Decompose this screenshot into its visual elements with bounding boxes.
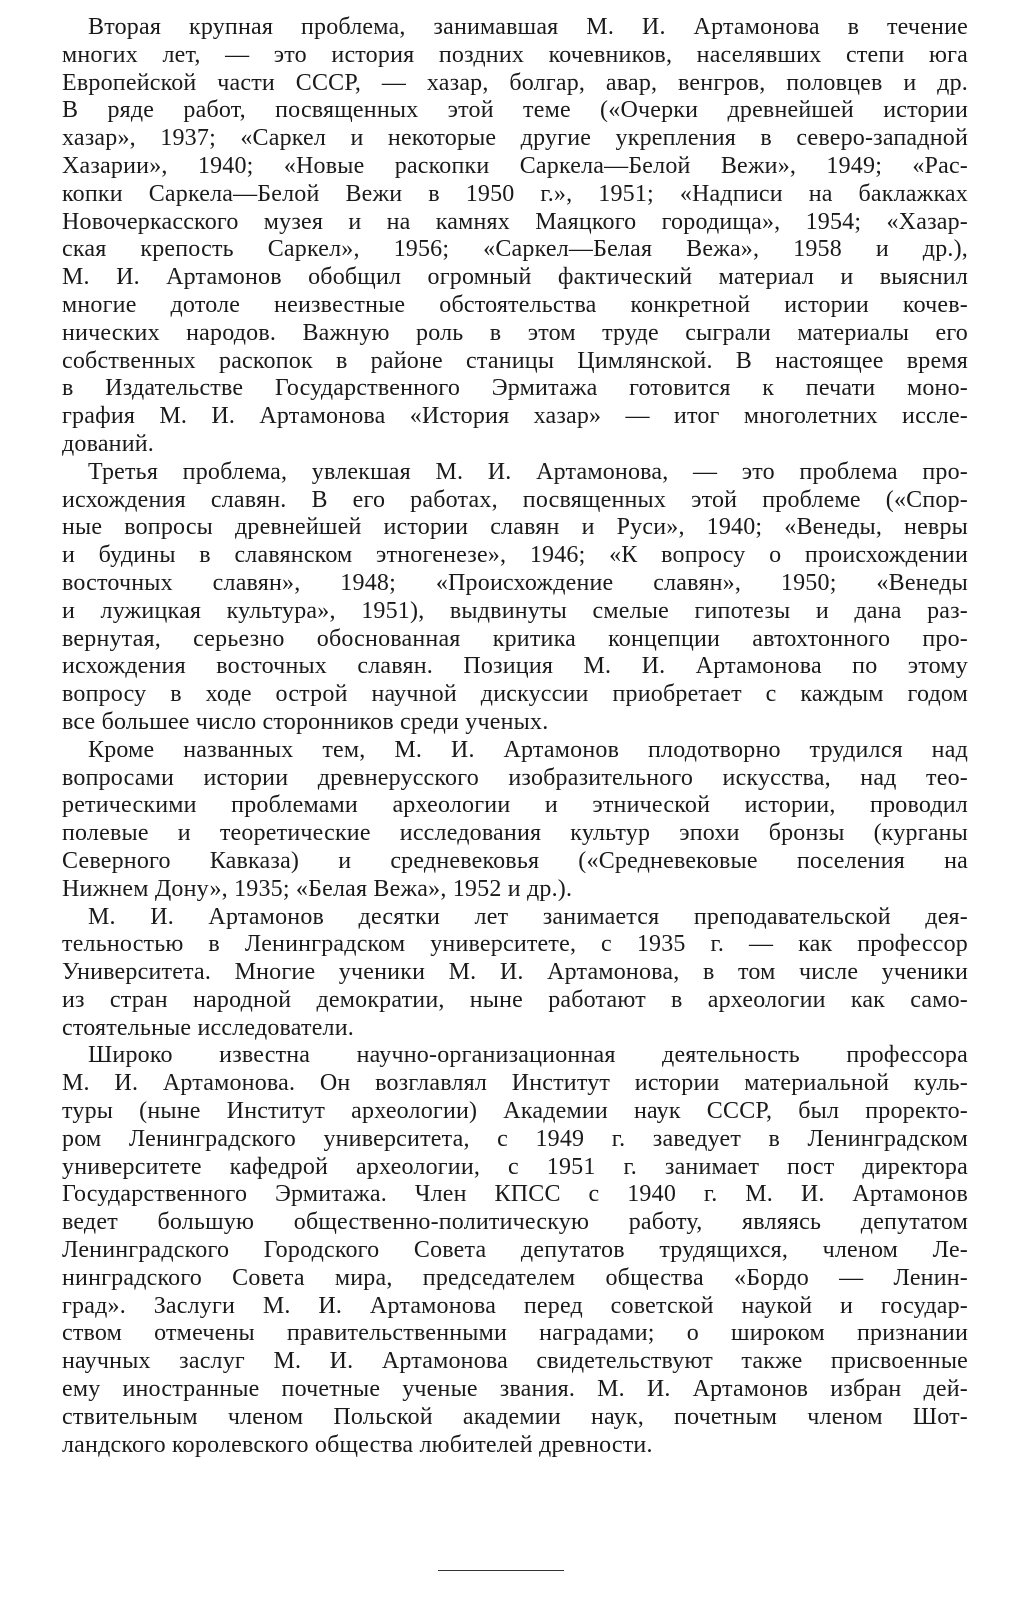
text-line: Европейской части СССР, — хазар, болгар, авар, венгров, половцев и др. — [62, 69, 968, 96]
paragraph — [62, 459, 968, 737]
text-line: многие дотоле неизвестные обстоятельства конкретной истории кочев- — [62, 291, 968, 318]
text-line: ствительным членом Польской академии наук, почетным членом Шот- — [62, 1403, 968, 1430]
text-line: университете кафедрой археологии, с 1951 г. занимает пост директора — [62, 1153, 968, 1180]
text-line: Новочеркасского музея и на камнях Маяцкого городища», 1954; «Хазар- — [62, 208, 968, 235]
document-page — [62, 14, 968, 1459]
paragraph — [62, 904, 968, 1043]
text-line: ретическими проблемами археологии и этнической истории, проводил — [62, 792, 968, 819]
text-line: Нижнем Дону», 1935; «Белая Вежа», 1952 и др.). — [62, 875, 573, 902]
text-line: в Издательстве Государственного Эрмитажа готовится к печати моно- — [62, 375, 968, 402]
text-line: дований. — [62, 430, 155, 457]
text-line: вопросами истории древнерусского изобразительного искусства, над тео- — [62, 764, 968, 791]
paragraph — [62, 14, 968, 459]
text-line: вопросу в ходе острой научной дискуссии приобретает с каждым годом — [62, 681, 968, 708]
text-line: Третья проблема, увлекшая М. И. Артамонова, — это проблема про- — [88, 458, 968, 485]
text-line: графия М. И. Артамонова «История хазар» — итог многолетних иссле- — [62, 403, 968, 430]
text-line: В ряде работ, посвященных этой теме («Очерки древнейшей истории — [62, 97, 968, 124]
paragraph — [62, 737, 968, 904]
text-line: хазар», 1937; «Саркел и некоторые другие укрепления в северо-западной — [62, 125, 968, 152]
text-line: тельностью в Ленинградском университете, с 1935 г. — как профессор — [62, 931, 968, 958]
text-line: исхождения восточных славян. Позиция М. И. Артамонова по этому — [62, 653, 968, 680]
text-line: Кроме названных тем, М. И. Артамонов плодотворно трудился над — [88, 736, 968, 763]
text-line: нинградского Совета мира, председателем общества «Бордо — Ленин- — [62, 1264, 968, 1291]
text-line: град». Заслуги М. И. Артамонова перед советской наукой и государ- — [62, 1292, 968, 1319]
text-line: и будины в славянском этногенезе», 1946; «К вопросу о происхождении — [62, 542, 968, 569]
text-line: научных заслуг М. И. Артамонова свидетельствуют также присвоенные — [62, 1348, 968, 1375]
text-line: нических народов. Важную роль в этом труде сыграли материалы его — [62, 319, 968, 346]
text-line: М. И. Артамонов обобщил огромный фактический материал и выяснил — [62, 264, 968, 291]
text-line: ская крепость Саркел», 1956; «Саркел—Белая Вежа», 1958 и др.), — [62, 236, 968, 263]
text-line: собственных раскопок в районе станицы Цимлянской. В настоящее время — [62, 347, 968, 374]
text-line: все большее число сторонников среди ученых. — [62, 708, 549, 735]
text-line: и лужицкая культура», 1951), выдвинуты смелые гипотезы и дана раз- — [62, 597, 968, 624]
text-line: полевые и теоретические исследования культур эпохи бронзы (курганы — [62, 820, 968, 847]
text-line: ные вопросы древнейшей истории славян и Руси», 1940; «Венеды, невры — [62, 514, 968, 541]
text-line: туры (ныне Институт археологии) Академии наук СССР, был проректо- — [62, 1098, 968, 1125]
text-line: восточных славян», 1948; «Происхождение славян», 1950; «Венеды — [62, 569, 968, 596]
text-line: копки Саркела—Белой Вежи в 1950 г.», 1951; «Надписи на баклажках — [62, 180, 968, 207]
text-line: вернутая, серьезно обоснованная критика концепции автохтонного про- — [62, 625, 968, 652]
text-line: Государственного Эрмитажа. Член КПСС с 1940 г. М. И. Артамонов — [62, 1181, 968, 1208]
text-line: Университета. Многие ученики М. И. Артамонова, в том числе ученики — [62, 959, 968, 986]
text-line: ром Ленинградского университета, с 1949 г. заведует в Ленинградском — [62, 1125, 968, 1152]
text-line: ему иностранные почетные ученые звания. М. И. Артамонов избран дей- — [62, 1376, 968, 1403]
text-line: Вторая крупная проблема, занимавшая М. И. Артамонова в течение — [88, 14, 968, 40]
text-line: М. И. Артамонов десятки лет занимается преподавательской дея- — [88, 903, 968, 930]
text-line: Ленинградского Городского Совета депутатов трудящихся, членом Ле- — [62, 1237, 968, 1264]
text-line: многих лет, — это история поздних кочевников, населявших степи юга — [62, 41, 968, 68]
paragraph — [62, 1042, 968, 1459]
text-line: из стран народной демократии, ныне работают в археологии как само- — [62, 986, 968, 1013]
text-line: ством отмечены правительственными наградами; о широком признании — [62, 1320, 968, 1347]
text-line: М. И. Артамонова. Он возглавлял Институт истории материальной куль- — [62, 1070, 968, 1097]
text-line: Северного Кавказа) и средневековья («Средневековые поселения на — [62, 847, 968, 874]
closing-rule — [438, 1570, 564, 1571]
text-line: Широко известна научно-организационная деятельность профессора — [88, 1042, 968, 1069]
text-line: исхождения славян. В его работах, посвященных этой проблеме («Спор- — [62, 486, 968, 513]
text-line: ландского королевского общества любителей древности. — [62, 1431, 653, 1458]
text-line: стоятельные исследователи. — [62, 1014, 354, 1041]
text-line: Хазарии», 1940; «Новые раскопки Саркела—Белой Вежи», 1949; «Рас- — [62, 152, 968, 179]
text-line: ведет большую общественно-политическую работу, являясь депутатом — [62, 1209, 968, 1236]
